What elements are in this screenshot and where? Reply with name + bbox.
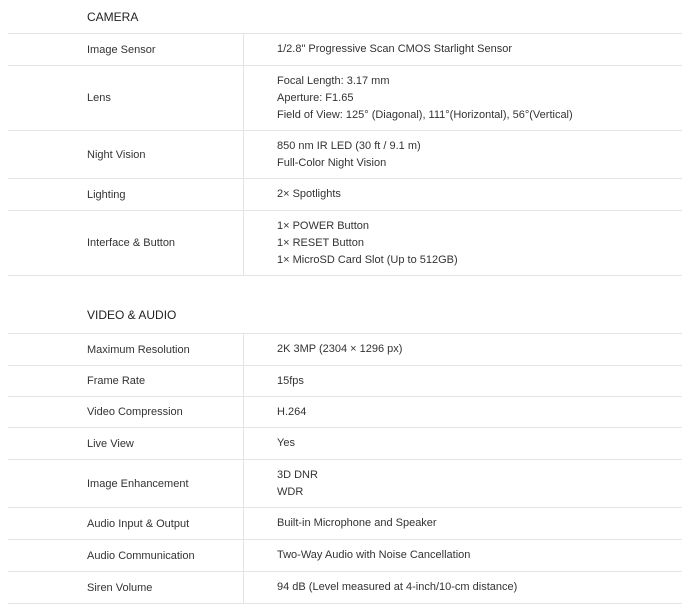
spec-value-line: 1× POWER Button: [277, 219, 370, 232]
spec-row-lens: [8, 66, 682, 131]
spec-value-line: 94 dB (Level measured at 4-inch/10-cm distance): [277, 581, 518, 593]
spec-value-line: 1× MicroSD Card Slot (Up to 512GB): [277, 253, 458, 266]
spec-value: [244, 179, 682, 210]
spec-row-video-compression: [8, 397, 682, 428]
spec-label: Image Enhancement: [8, 460, 244, 507]
spec-value-line: Field of View: 125° (Diagonal), 111°(Horizontal), 56°(Vertical): [277, 108, 573, 121]
spec-value-line: Focal Length: 3.17 mm: [277, 74, 390, 87]
spec-value: [244, 540, 682, 571]
spec-row-audio-communication: [8, 540, 682, 572]
spec-row-image-sensor: [8, 34, 682, 66]
spec-value-line: 2K 3MP (2304 × 1296 px): [277, 343, 403, 355]
section-title: CAMERA: [8, 0, 682, 34]
spec-label: Lighting: [8, 179, 244, 210]
spec-value-line: 2× Spotlights: [277, 188, 341, 200]
spec-label: Siren Volume: [8, 572, 244, 603]
section-gap: [0, 276, 685, 297]
spec-label: Frame Rate: [8, 366, 244, 396]
spec-value-line: H.264: [277, 405, 307, 418]
spec-value-line: Full-Color Night Vision: [277, 156, 387, 169]
spec-value: [244, 66, 682, 130]
spec-value-line: 3D DNR: [277, 468, 318, 481]
spec-row-night-vision: [8, 131, 682, 179]
spec-value-line: 850 nm IR LED (30 ft / 9.1 m): [277, 139, 421, 152]
spec-value: [244, 460, 682, 507]
spec-label: Lens: [8, 66, 244, 130]
spec-label: Video Compression: [8, 397, 244, 427]
spec-value: [244, 131, 682, 178]
spec-value-line: Built-in Microphone and Speaker: [277, 517, 437, 529]
video-audio-spec-table: [8, 334, 682, 604]
camera-spec-table: [8, 34, 682, 276]
spec-value-line: Aperture: F1.65: [277, 91, 354, 104]
spec-value: [244, 428, 682, 459]
spec-label: Maximum Resolution: [8, 334, 244, 365]
spec-row-live-view: [8, 428, 682, 460]
spec-value-line: Yes: [277, 437, 295, 449]
spec-row-image-enhancement: [8, 460, 682, 508]
spec-row-lighting: [8, 179, 682, 211]
spec-value-line: 1× RESET Button: [277, 236, 364, 249]
spec-value: [244, 572, 682, 603]
spec-value-line: WDR: [277, 485, 304, 498]
spec-value-line: 1/2.8" Progressive Scan CMOS Starlight Sensor: [277, 43, 513, 55]
spec-label: Audio Input & Output: [8, 508, 244, 539]
camera-section: [8, 0, 682, 276]
spec-label: Night Vision: [8, 131, 244, 178]
spec-value: [244, 211, 682, 275]
section-title: VIDEO & AUDIO: [8, 297, 682, 334]
spec-value-line: Two-Way Audio with Noise Cancellation: [277, 549, 471, 561]
spec-row-audio-input-output: [8, 508, 682, 540]
spec-value: [244, 366, 682, 396]
spec-label: Image Sensor: [8, 34, 244, 65]
spec-value: [244, 397, 682, 427]
video-audio-section: [8, 297, 682, 604]
spec-row-frame-rate: [8, 366, 682, 397]
spec-value-line: 15fps: [277, 374, 304, 387]
spec-label: Live View: [8, 428, 244, 459]
spec-value: [244, 334, 682, 365]
spec-row-maximum-resolution: [8, 334, 682, 366]
spec-row-siren-volume: [8, 572, 682, 604]
spec-value: [244, 508, 682, 539]
spec-row-interface-button: [8, 211, 682, 276]
spec-label: Audio Communication: [8, 540, 244, 571]
spec-label: Interface & Button: [8, 211, 244, 275]
spec-value: [244, 34, 682, 65]
